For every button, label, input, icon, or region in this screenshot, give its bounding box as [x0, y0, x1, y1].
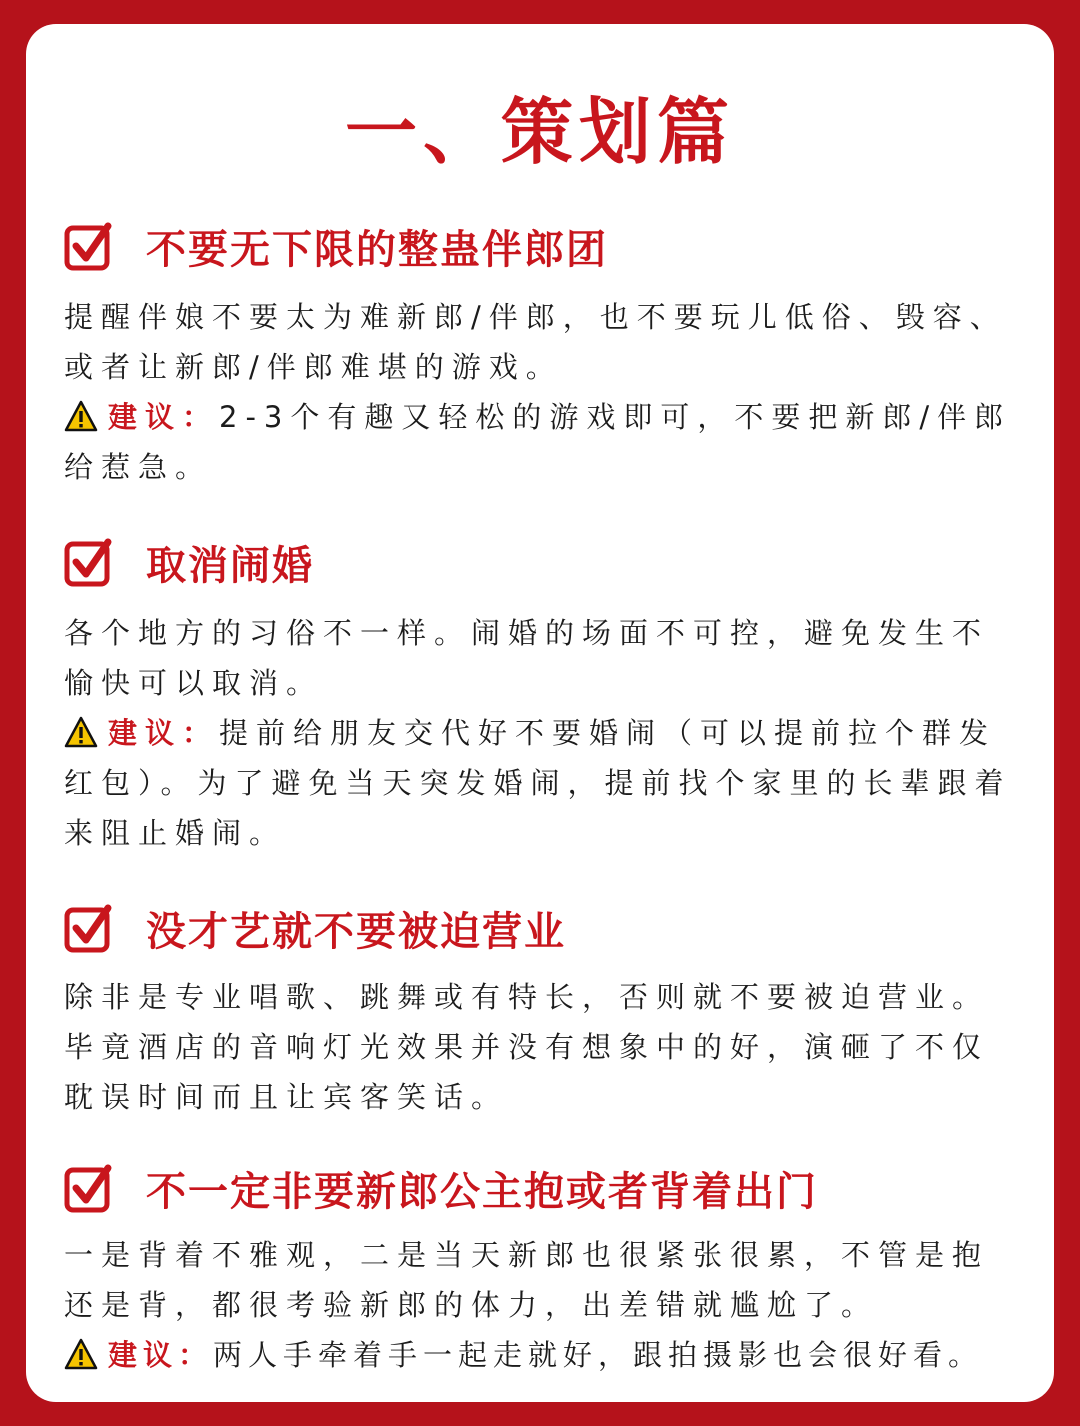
- section-2: [64, 532, 1024, 858]
- section-title: 不要无下限的整蛊伴郎团: [146, 226, 608, 273]
- suggestion: [64, 708, 1024, 858]
- checked-box-icon: [64, 1162, 116, 1214]
- section-header: [64, 1158, 1024, 1218]
- section-title: 取消闹婚: [146, 542, 314, 589]
- suggestion: [64, 392, 1024, 492]
- warning-icon: [64, 1338, 98, 1370]
- section-title: 没才艺就不要被迫营业: [146, 908, 566, 955]
- checked-box-icon: [64, 220, 116, 272]
- suggestion-label: 建议：: [108, 716, 220, 750]
- section-1: [64, 216, 1024, 492]
- section-body: 提醒伴娘不要太为难新郎/伴郎，也不要玩儿低俗、毁容、或者让新郎/伴郎难堪的游戏。: [64, 300, 1007, 384]
- checked-box-icon: [64, 536, 116, 588]
- suggestion-label: 建议：: [108, 400, 220, 434]
- section-3: [64, 898, 1024, 1122]
- suggestion-text: 2-3个有趣又轻松的游戏即可，不要把新郎/伴郎给惹急。: [64, 400, 1012, 484]
- suggestion: [64, 1330, 1024, 1380]
- section-title: 不一定非要新郎公主抱或者背着出门: [146, 1168, 818, 1215]
- section-body: 各个地方的习俗不一样。闹婚的场面不可控，避免发生不愉快可以取消。: [64, 616, 990, 700]
- section-header: [64, 532, 1024, 592]
- section-header: [64, 216, 1024, 276]
- content-card: [26, 24, 1054, 1402]
- suggestion-text: 提前给朋友交代好不要婚闹（可以提前拉个群发红包）。为了避免当天突发婚闹，提前找个家里的长辈跟着来阻止婚闹。: [64, 716, 1012, 850]
- suggestion-text: 两人手牵着手一起走就好，跟拍摄影也会很好看。: [213, 1338, 984, 1372]
- suggestion-label: 建议：: [108, 1338, 214, 1372]
- checked-box-icon: [64, 902, 116, 954]
- section-header: [64, 898, 1024, 958]
- section-body: 一是背着不雅观，二是当天新郎也很紧张很累，不管是抱还是背，都很考验新郎的体力，出差错就尴尬了。: [64, 1238, 990, 1322]
- page-title: 一、策划篇: [344, 90, 735, 174]
- warning-icon: [64, 400, 98, 432]
- warning-icon: [64, 716, 98, 748]
- section-body: 除非是专业唱歌、跳舞或有特长，否则就不要被迫营业。毕竟酒店的音响灯光效果并没有想象中的好，演砸了不仅耽误时间而且让宾客笑话。: [64, 980, 990, 1114]
- section-4: [64, 1158, 1024, 1380]
